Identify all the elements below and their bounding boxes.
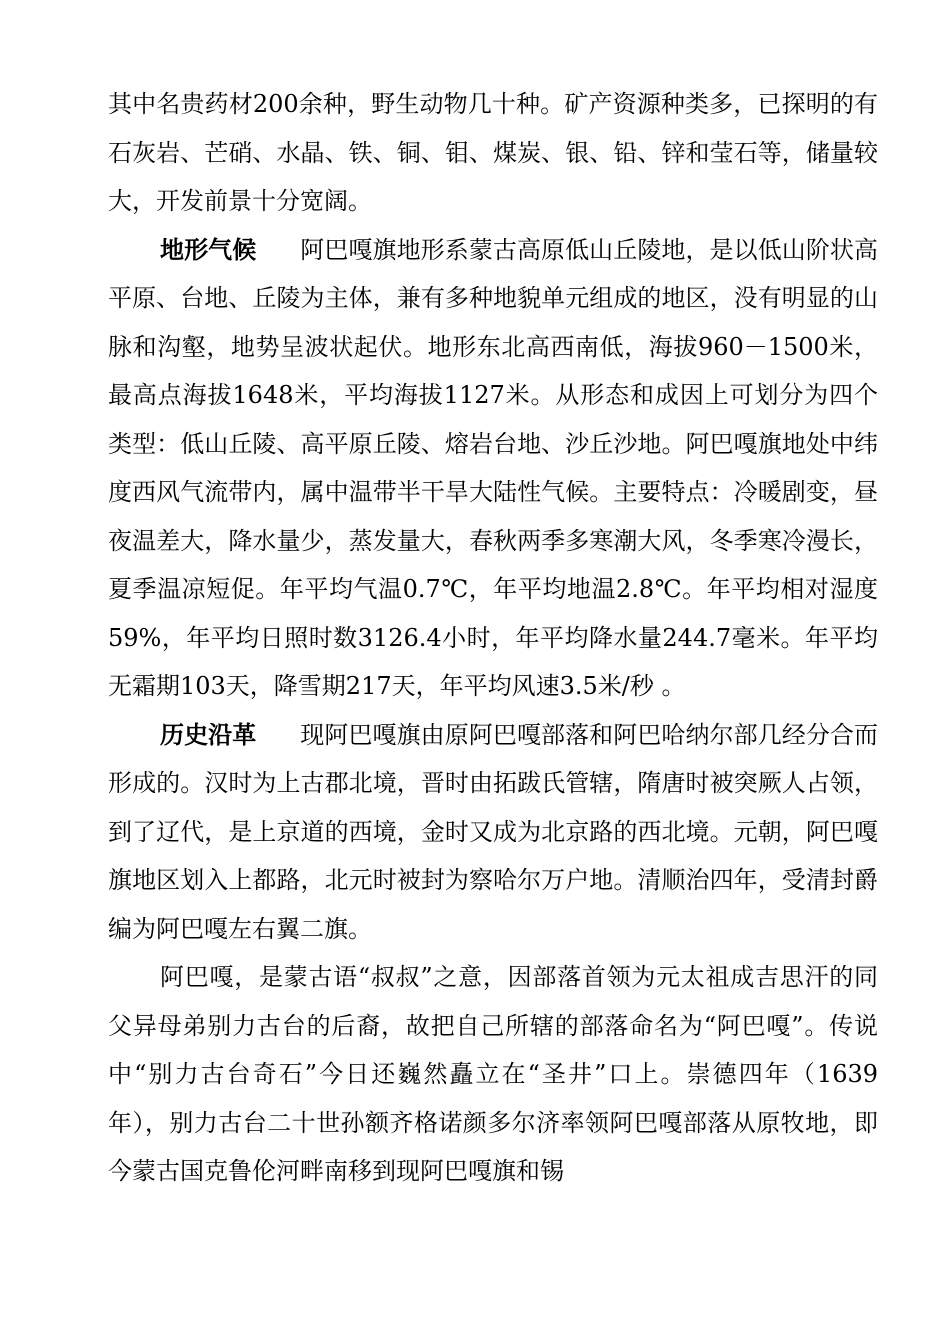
document-body [108,80,878,1196]
paragraph-text: 阿巴嘎，是蒙古语“叔叔”之意，因部落首领为元太祖成吉思汗的同父异母弟别力古台的后裔，故把自己所辖的部落命名为“阿巴嘎”。传说中“别力古台奇石”今日还巍然矗立在“圣井”口上。崇德四年（1639年），别力古台二十世孙额齐格诺颜多尔济率领阿巴嘎部落从原牧地，即今蒙古国克鲁伦河畔南移到现阿巴嘎旗和锡 [108,963,878,1185]
paragraph-text: 现阿巴嘎旗由原阿巴嘎部落和阿巴哈纳尔部几经分合而形成的。汉时为上古郡北境，晋时由拓跋氏管辖，隋唐时被突厥人占领，到了辽代，是上京道的西境，金时又成为北京路的西北境。元朝，阿巴嘎旗地区划入上都路，北元时被封为察哈尔万户地。清顺治四年，受清封爵编为阿巴嘎左右翼二旗。 [108,720,878,943]
paragraph-resources [108,80,878,226]
paragraph-text: 阿巴嘎旗地形系蒙古高原低山丘陵地，是以低山阶状高平原、台地、丘陵为主体，兼有多种地貌单元组成的地区，没有明显的山脉和沟壑，地势呈波状起伏。地形东北高西南低，海拔960－1500米，最高点海拔1648米，平均海拔1127米。从形态和成因上可划分为四个类型：低山丘陵、高平原丘陵、熔岩台地、沙丘沙地。阿巴嘎旗地处中纬度西风气流带内，属中温带半干旱大陆性气候。主要特点：冷暖剧变，昼夜温差大，降水量少，蒸发量大，春秋两季多寒潮大风，冬季寒冷漫长，夏季温凉短促。年平均气温0.7℃，年平均地温2.8℃。年平均相对湿度59%，年平均日照时数3126.4小时，年平均降水量244.7毫米。年平均无霜期103天，降雪期217天，年平均风速3.5米/秒 。 [108,235,878,700]
paragraph-text: 其中名贵药材200余种，野生动物几十种。矿产资源种类多，已探明的有石灰岩、芒硝、水晶、铁、铜、钼、煤炭、银、铅、锌和莹石等，储量较大，开发前景十分宽阔。 [108,90,878,215]
section-heading-terrain-climate: 地形气候 [160,235,257,264]
paragraph-terrain-climate [108,226,878,711]
paragraph-abaga-name [108,953,878,1196]
section-heading-history: 历史沿革 [160,720,257,749]
paragraph-history [108,711,878,954]
